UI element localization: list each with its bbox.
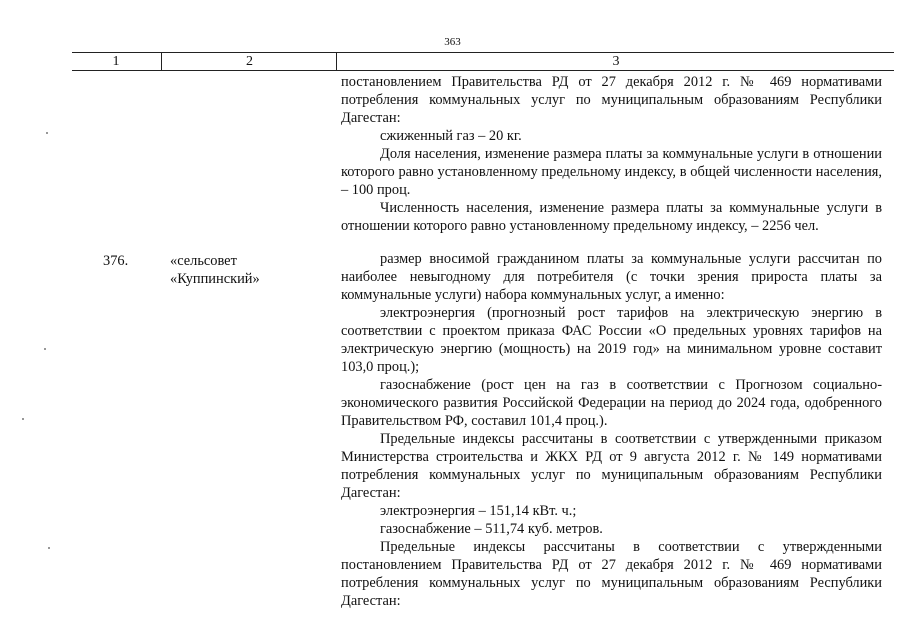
entry-name	[170, 252, 330, 288]
continued-paragraph: Численность населения, изменение размера платы за коммунальные услуги в отношении которого равно установленному предельному индексу, – 2256 чел.	[341, 200, 882, 234]
continued-paragraph: Доля населения, изменение размера платы за коммунальные услуги в отношении которого равно установленному предельному индексу, в общей численности населения, – 100 проц.	[341, 146, 882, 198]
continued-paragraph: постановлением Правительства РД от 27 декабря 2012 г. № 469 нормативами потребления коммунальных услуг по муниципальным образованиям Республики Дагестан:	[341, 74, 882, 126]
entry-paragraph: электроэнергия (прогнозный рост тарифов на электрическую энергию в соответствии с проектом приказа ФАС России «О предельных уровнях тарифов на электрическую энергию (мощность) на 2019 год» на минимальном уровне составит 103,0 проц.);	[341, 305, 882, 375]
column-3-content	[341, 73, 882, 610]
page-number: 363	[444, 36, 461, 48]
column-header-3: 3	[336, 53, 895, 70]
entry-paragraph: размер вносимой гражданином платы за коммунальные услуги рассчитан по наиболее невыгодному для потребителя (с точки зрения прироста платы за коммунальные услуги) набора коммунальных услуг, а именно:	[341, 251, 882, 303]
continued-paragraph: сжиженный газ – 20 кг.	[380, 128, 522, 144]
scan-speck	[44, 348, 46, 350]
entry-name-line: «сельсовет	[170, 253, 237, 269]
entry-paragraph: Предельные индексы рассчитаны в соответствии с утвержденными постановлением Правительства РД от 27 декабря 2012 г. № 469 нормативами потребления коммунальных услуг по муниципальным образованиям Республики Дагестан:	[341, 539, 882, 609]
scan-speck	[46, 132, 48, 134]
column-header-1: 1	[112, 54, 120, 69]
table-header-row	[72, 52, 894, 71]
scan-speck	[48, 547, 50, 549]
entry-paragraph: электроэнергия – 151,14 кВт. ч.;	[380, 503, 577, 519]
scan-speck	[22, 418, 24, 420]
column-header-2: 2	[161, 53, 337, 70]
entry-number: 376.	[103, 253, 129, 269]
entry-name-line: «Куппинский»	[170, 271, 260, 287]
entry-paragraph: газоснабжение – 511,74 куб. метров.	[380, 521, 603, 537]
row-gap	[341, 235, 882, 250]
entry-paragraph: Предельные индексы рассчитаны в соответствии с утвержденными приказом Министерства строительства и ЖКХ РД от 9 августа 2012 г. № 149 нормативами потребления коммунальных услуг по муниципальным образованиям Республики Дагестан:	[341, 431, 882, 501]
entry-paragraph: газоснабжение (рост цен на газ в соответствии с Прогнозом социально-экономического развития Российской Федерации на период до 2024 года, одобренного Правительством РФ, составил 101,4 проц.).	[341, 377, 882, 429]
